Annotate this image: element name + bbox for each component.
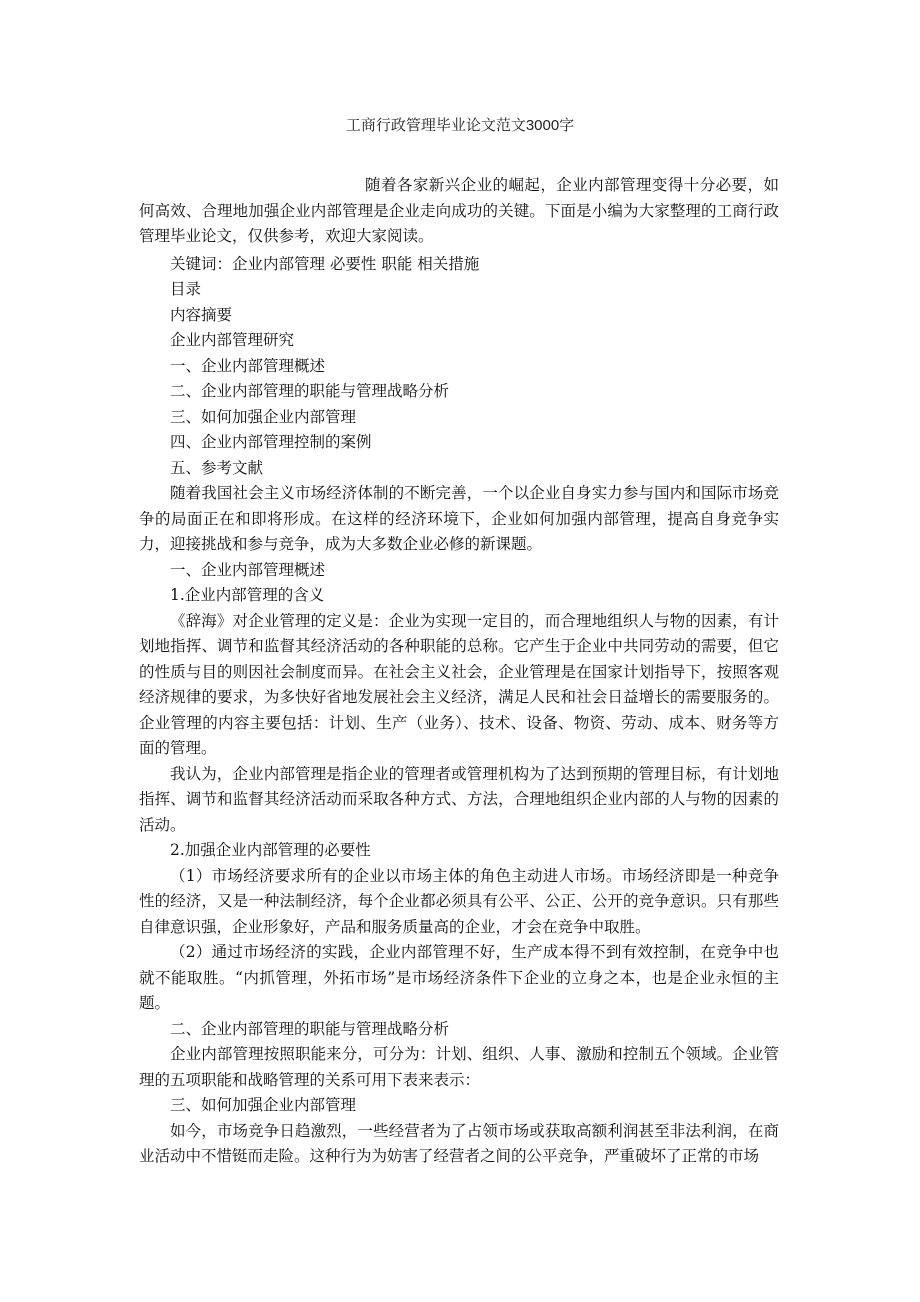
- body-paragraph: 企业内部管理按照职能来分，可分为：计划、组织、人事、激励和控制五个领域。企业管理的五项职能和战略管理的关系可用下表来表示：: [139, 1045, 779, 1089]
- section-heading: 三、如何加强企业内部管理: [170, 1096, 357, 1114]
- toc-item: 二、企业内部管理的职能与管理战略分析: [170, 382, 450, 400]
- document-body: [139, 173, 779, 1170]
- toc-item: 企业内部管理研究: [170, 331, 295, 349]
- body-paragraph: 我认为，企业内部管理是指企业的管理者或管理机构为了达到预期的管理目标，有计划地指挥、调节和监督其经济活动而采取各种方式、方法，合理地组织企业内部的人与物的因素的活动。: [139, 764, 779, 834]
- toc-heading: 目录: [170, 280, 202, 298]
- document-title: 工商行政管理毕业论文范文3000字: [345, 117, 575, 134]
- toc-item: 五、参考文献: [170, 458, 264, 477]
- subsection-heading: 1.企业内部管理的含义: [170, 586, 325, 604]
- body-paragraph: （1）市场经济要求所有的企业以市场主体的角色主动进人市场。市场经济即是一种竞争性的经济，又是一种法制经济，每个企业都必须具有公平、公正、公开的竞争意识。只有那些自律意识强，企业形象好，产品和服务质量高的企业，才会在竞争中取胜。: [139, 866, 779, 936]
- section-heading: 一、企业内部管理概述: [170, 560, 326, 579]
- section-heading: 二、企业内部管理的职能与管理战略分析: [170, 1019, 450, 1038]
- toc-item: 四、企业内部管理控制的案例: [170, 433, 372, 451]
- body-paragraph: 如今，市场竞争日趋激烈，一些经营者为了占领市场或获取高额利润甚至非法利润，在商业活动中不惜铤而走险。这种行为为妨害了经营者之间的公平竞争，严重破坏了正常的市场: [139, 1121, 779, 1165]
- body-paragraph: 《辞海》对企业管理的定义是：企业为实现一定目的，而合理地组织人与物的因素，有计划地指挥、调节和监督其经济活动的各种职能的总称。它产生于企业中共同劳动的需要，但它的性质与目的则因社会制度而异。在社会主义社会，企业管理是在国家计划指导下，按照客观经济规律的要求，为多快好省地发展社会主义经济，满足人民和社会日益增长的需要服务的。企业管理的内容主要包括：计划、生产（业务）、技术、设备、物资、劳动、成本、财务等方面的管理。: [139, 611, 779, 757]
- intro-paragraph: 随着各家新兴企业的崛起，企业内部管理变得十分必要，如何高效、合理地加强企业内部管理是企业走向成功的关键。下面是小编为大家整理的工商行政管理毕业论文，仅供参考，欢迎大家阅读。: [139, 176, 779, 245]
- toc-item: 三、如何加强企业内部管理: [170, 407, 357, 426]
- body-paragraph: 随着我国社会主义市场经济体制的不断完善，一个以企业自身实力参与国内和国际市场竞争的局面正在和即将形成。在这样的经济环境下，企业如何加强内部管理，提高自身竞争实力，迎接挑战和参与竞争，成为大多数企业必修的新课题。: [139, 484, 779, 553]
- keywords-line: 关键词：企业内部管理 必要性 职能 相关措施: [170, 254, 480, 273]
- subsection-heading: 2.加强企业内部管理的必要性: [170, 841, 371, 859]
- body-paragraph: （2）通过市场经济的实践，企业内部管理不好，生产成本得不到有效控制，在竞争中也就不能取胜。“内抓管理，外拓市场”是市场经济条件下企业的立身之本，也是企业永恒的主题。: [139, 943, 779, 1012]
- toc-item: 一、企业内部管理概述: [170, 356, 326, 375]
- toc-item: 内容摘要: [170, 305, 233, 324]
